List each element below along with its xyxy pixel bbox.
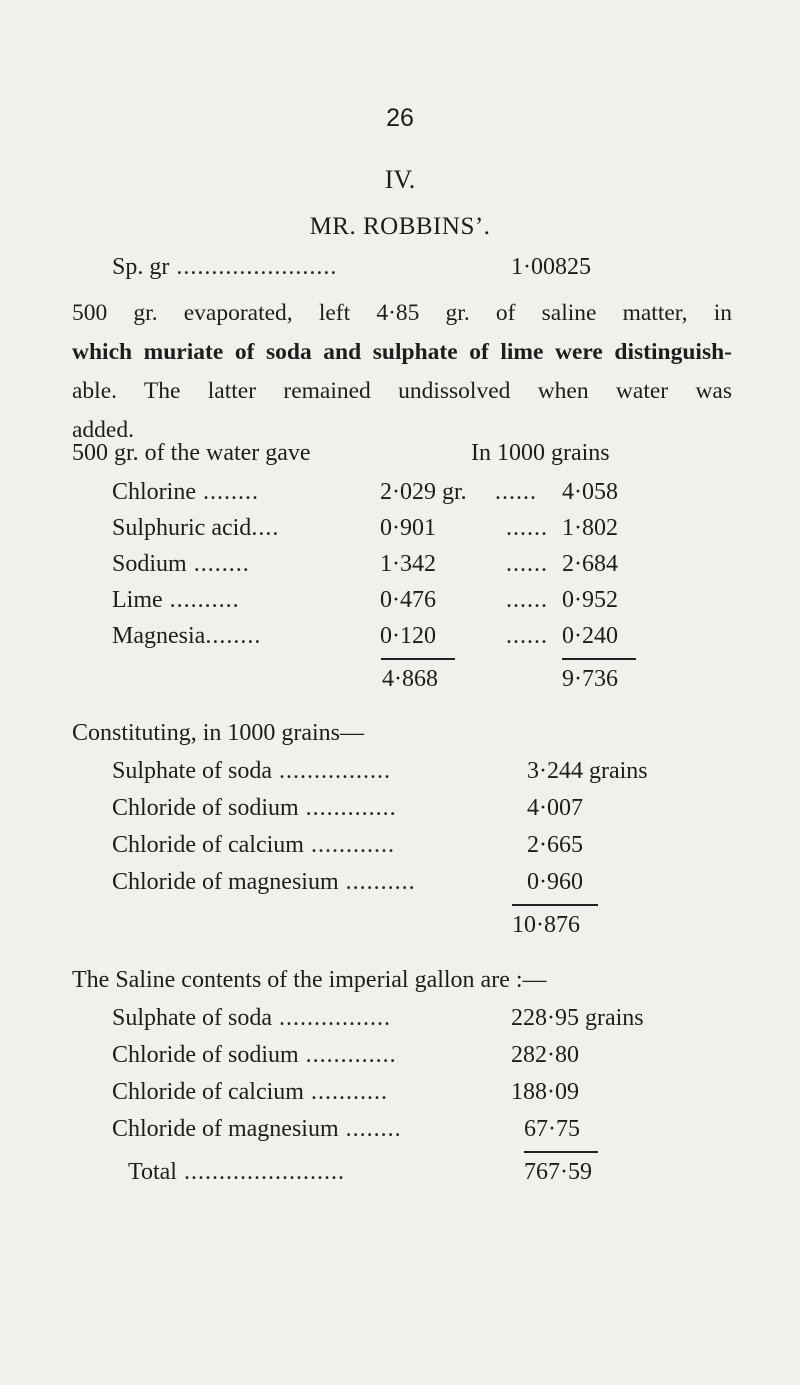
table-row [112, 515, 279, 542]
leader-dots: .......... [162, 587, 240, 613]
item-name: Chloride of sodium [112, 795, 299, 821]
analysis-left-header: 500 gr. of the water gave [72, 440, 311, 466]
sum-rule [381, 658, 455, 660]
leader-dots: ...... [506, 587, 548, 613]
item-value: 67·75 [524, 1116, 580, 1142]
paragraph-line: which muriate of soda and sulphate of lime were distinguish- [72, 339, 732, 365]
item-name: Chloride of calcium [112, 832, 304, 858]
item-value: 4·007 [527, 795, 583, 821]
leader-dots: ....................... [169, 254, 338, 280]
item-value: 3·244 grains [527, 758, 648, 784]
row-value: 0·476 [380, 587, 436, 613]
specific-gravity-line [112, 254, 337, 281]
analysis-right-header: In 1000 grains [471, 440, 610, 466]
item-name: Sulphate of soda [112, 758, 272, 784]
leader-dots: ............. [298, 1042, 397, 1068]
section-number: IV. [384, 165, 416, 194]
leader-dots: ...... [506, 551, 548, 577]
leader-dots: .......... [338, 869, 416, 895]
list-item [112, 1079, 388, 1106]
row-value-1000: 4·058 [562, 479, 618, 505]
item-value: 0·960 [527, 869, 583, 895]
paragraph-line: 500 gr. evaporated, left 4·85 gr. of saline matter, in [72, 300, 732, 326]
leader-dots: ...... [506, 515, 548, 541]
list-item [112, 1116, 402, 1143]
row-value: 2·029 gr. [380, 479, 467, 505]
row-value-1000: 0·240 [562, 623, 618, 649]
table-row [112, 479, 259, 506]
list-item [112, 1005, 391, 1032]
item-value: 188·09 [511, 1079, 579, 1105]
leader-dots: ...... [506, 623, 548, 649]
item-value: 2·665 [527, 832, 583, 858]
row-value-1000: 1·802 [562, 515, 618, 541]
section-heading: MR. ROBBINS’. [309, 213, 491, 240]
leader-dots: ........ [196, 479, 259, 505]
page-number: 26 [386, 104, 414, 132]
row-name: Lime [112, 587, 163, 613]
leader-dots: ............ [303, 832, 395, 858]
constituting-total: 10·876 [512, 912, 580, 938]
leader-dots: ........ [186, 551, 250, 577]
row-name: Sulphuric acid [112, 515, 252, 541]
sum-rule [512, 904, 598, 906]
sum-rule [562, 658, 636, 660]
leader-dots: ........ [205, 623, 262, 649]
gallon-total-line [128, 1159, 345, 1186]
description-paragraph [72, 294, 732, 450]
row-value-1000: 2·684 [562, 551, 618, 577]
constituting-intro: Constituting, in 1000 grains— [72, 720, 365, 746]
analysis-total-left: 4·868 [382, 666, 438, 692]
leader-dots: ................ [271, 1005, 391, 1031]
paragraph-line: added. [72, 417, 134, 443]
row-name: Sodium [112, 551, 187, 577]
list-item [112, 795, 397, 822]
item-name: Chloride of calcium [112, 1079, 304, 1105]
row-value-1000: 0·952 [562, 587, 618, 613]
gallon-intro: The Saline contents of the imperial gallon are :— [72, 967, 547, 993]
list-item [112, 869, 416, 896]
analysis-total-right: 9·736 [562, 666, 618, 692]
item-value: 228·95 grains [511, 1005, 644, 1031]
leader-dots: .... [251, 515, 280, 541]
row-name: Magnesia [112, 623, 206, 649]
leader-dots: ........... [303, 1079, 388, 1105]
list-item [112, 832, 395, 859]
table-row [112, 551, 250, 578]
leader-dots: ...... [495, 479, 537, 505]
sp-gr-label: Sp. gr [112, 254, 170, 280]
sp-gr-value: 1·00825 [511, 254, 591, 280]
leader-dots: ....................... [176, 1159, 345, 1185]
total-label: Total [128, 1159, 177, 1185]
row-value: 0·901 [380, 515, 436, 541]
list-item [112, 1042, 397, 1069]
row-value: 1·342 [380, 551, 436, 577]
gallon-total: 767·59 [524, 1159, 592, 1185]
table-row [112, 623, 261, 650]
leader-dots: ........ [338, 1116, 402, 1142]
item-name: Chloride of sodium [112, 1042, 299, 1068]
item-name: Chloride of magnesium [112, 869, 339, 895]
item-name: Chloride of magnesium [112, 1116, 339, 1142]
leader-dots: ................ [271, 758, 391, 784]
paragraph-line: able. The latter remained undissolved when water was [72, 378, 732, 404]
list-item [112, 758, 391, 785]
sum-rule [524, 1151, 598, 1153]
row-name: Chlorine [112, 479, 196, 505]
row-value: 0·120 [380, 623, 436, 649]
leader-dots: ............. [298, 795, 397, 821]
item-name: Sulphate of soda [112, 1005, 272, 1031]
item-value: 282·80 [511, 1042, 579, 1068]
table-row [112, 587, 240, 614]
